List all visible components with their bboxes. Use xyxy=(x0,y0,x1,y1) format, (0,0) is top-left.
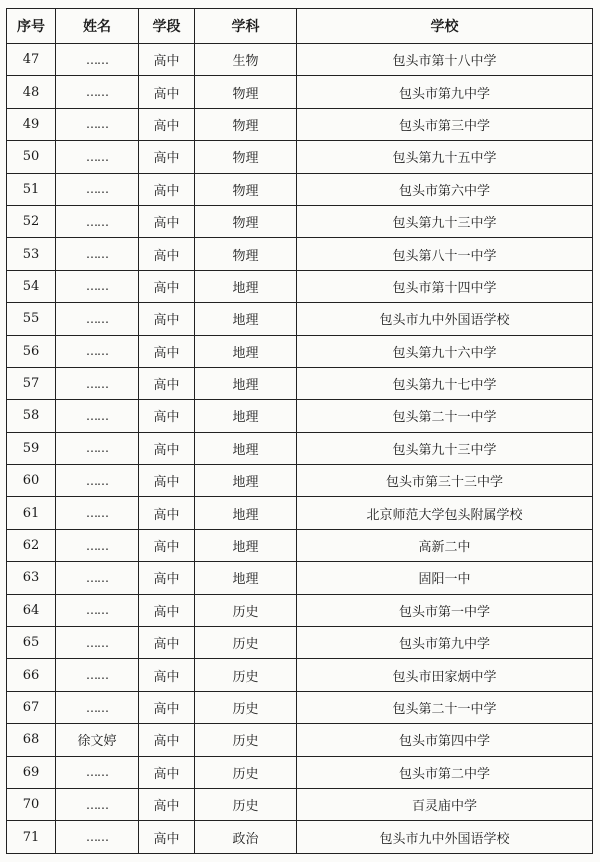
table-row xyxy=(7,627,593,659)
row-number-cell: 57 xyxy=(7,367,56,399)
table-row xyxy=(7,335,593,367)
row-number-cell: 58 xyxy=(7,400,56,432)
school-stage-cell: 高中 xyxy=(139,303,195,335)
table-row xyxy=(7,205,593,237)
row-number-cell: 50 xyxy=(7,141,56,173)
subject-cell: 地理 xyxy=(195,432,297,464)
subject-cell: 地理 xyxy=(195,529,297,561)
school-stage-cell: 高中 xyxy=(139,238,195,270)
school-name-cell: 包头市第六中学 xyxy=(297,173,593,205)
school-name-cell: 包头市田家炳中学 xyxy=(297,659,593,691)
school-name-cell: 包头第八十一中学 xyxy=(297,238,593,270)
school-name-cell: 包头第二十一中学 xyxy=(297,691,593,723)
teacher-name-cell: …… xyxy=(56,400,139,432)
subject-cell: 地理 xyxy=(195,562,297,594)
table-row xyxy=(7,497,593,529)
row-number-cell: 53 xyxy=(7,238,56,270)
teacher-name-cell: …… xyxy=(56,821,139,853)
teacher-name-cell: …… xyxy=(56,691,139,723)
school-stage-cell: 高中 xyxy=(139,108,195,140)
school-name-cell: 包头市九中外国语学校 xyxy=(297,303,593,335)
school-stage-cell: 高中 xyxy=(139,724,195,756)
school-stage-cell: 高中 xyxy=(139,173,195,205)
school-name-cell: 包头市第九中学 xyxy=(297,627,593,659)
header-row xyxy=(7,9,593,44)
row-number-cell: 55 xyxy=(7,303,56,335)
row-number-cell: 51 xyxy=(7,173,56,205)
teacher-name-cell: …… xyxy=(56,76,139,108)
row-number-cell: 70 xyxy=(7,788,56,820)
row-number-cell: 61 xyxy=(7,497,56,529)
teacher-name-cell: …… xyxy=(56,141,139,173)
school-name-cell: 包头市第三十三中学 xyxy=(297,465,593,497)
table-row xyxy=(7,432,593,464)
school-name-cell: 包头第九十三中学 xyxy=(297,432,593,464)
subject-cell: 地理 xyxy=(195,303,297,335)
row-number-cell: 49 xyxy=(7,108,56,140)
school-name-cell: 包头第九十七中学 xyxy=(297,367,593,399)
school-stage-cell: 高中 xyxy=(139,465,195,497)
school-stage-cell: 高中 xyxy=(139,76,195,108)
row-number-cell: 47 xyxy=(7,44,56,76)
school-name-cell: 包头市第四中学 xyxy=(297,724,593,756)
teacher-name-cell: …… xyxy=(56,627,139,659)
row-number-cell: 59 xyxy=(7,432,56,464)
table-row xyxy=(7,659,593,691)
school-name-cell: 包头市第九中学 xyxy=(297,76,593,108)
teacher-name-cell: …… xyxy=(56,367,139,399)
table-row xyxy=(7,691,593,723)
table-row xyxy=(7,400,593,432)
teacher-name-cell: …… xyxy=(56,205,139,237)
row-number-cell: 63 xyxy=(7,562,56,594)
school-name-cell: 包头市第二中学 xyxy=(297,756,593,788)
table-row xyxy=(7,108,593,140)
table-row xyxy=(7,756,593,788)
table-row xyxy=(7,594,593,626)
school-stage-cell: 高中 xyxy=(139,821,195,853)
school-name-cell: 包头第九十三中学 xyxy=(297,205,593,237)
school-name-cell: 包头第九十五中学 xyxy=(297,141,593,173)
table-row xyxy=(7,173,593,205)
row-number-cell: 65 xyxy=(7,627,56,659)
table-row xyxy=(7,270,593,302)
teacher-name-cell: …… xyxy=(56,659,139,691)
teacher-name-cell: …… xyxy=(56,44,139,76)
school-stage-cell: 高中 xyxy=(139,562,195,594)
row-number-cell: 68 xyxy=(7,724,56,756)
school-stage-cell: 高中 xyxy=(139,335,195,367)
teacher-name-cell: …… xyxy=(56,238,139,270)
row-number-cell: 56 xyxy=(7,335,56,367)
teacher-name-cell: …… xyxy=(56,432,139,464)
subject-cell: 地理 xyxy=(195,400,297,432)
table-row xyxy=(7,465,593,497)
table-row xyxy=(7,788,593,820)
school-stage-cell: 高中 xyxy=(139,529,195,561)
table-row xyxy=(7,529,593,561)
header-school: 学校 xyxy=(297,9,593,44)
teacher-name-cell: …… xyxy=(56,303,139,335)
table-body xyxy=(7,44,593,854)
row-number-cell: 52 xyxy=(7,205,56,237)
school-stage-cell: 高中 xyxy=(139,594,195,626)
school-stage-cell: 高中 xyxy=(139,141,195,173)
teacher-name-cell: …… xyxy=(56,594,139,626)
subject-cell: 历史 xyxy=(195,594,297,626)
teacher-name-cell: …… xyxy=(56,173,139,205)
school-stage-cell: 高中 xyxy=(139,691,195,723)
header-subject: 学科 xyxy=(195,9,297,44)
table-row xyxy=(7,821,593,853)
row-number-cell: 64 xyxy=(7,594,56,626)
school-stage-cell: 高中 xyxy=(139,270,195,302)
table-row xyxy=(7,367,593,399)
school-name-cell: 百灵庙中学 xyxy=(297,788,593,820)
subject-cell: 历史 xyxy=(195,691,297,723)
table-row xyxy=(7,44,593,76)
table-row xyxy=(7,76,593,108)
table-row xyxy=(7,724,593,756)
row-number-cell: 67 xyxy=(7,691,56,723)
subject-cell: 政治 xyxy=(195,821,297,853)
subject-cell: 物理 xyxy=(195,173,297,205)
subject-cell: 物理 xyxy=(195,238,297,270)
row-number-cell: 60 xyxy=(7,465,56,497)
school-name-cell: 包头第二十一中学 xyxy=(297,400,593,432)
row-number-cell: 69 xyxy=(7,756,56,788)
school-name-cell: 高新二中 xyxy=(297,529,593,561)
teacher-name-cell: …… xyxy=(56,270,139,302)
subject-cell: 历史 xyxy=(195,756,297,788)
teacher-name-cell: …… xyxy=(56,108,139,140)
school-stage-cell: 高中 xyxy=(139,659,195,691)
header-number: 序号 xyxy=(7,9,56,44)
teacher-name-cell: 徐文婷 xyxy=(56,724,139,756)
subject-cell: 地理 xyxy=(195,465,297,497)
row-number-cell: 62 xyxy=(7,529,56,561)
school-name-cell: 包头市第十四中学 xyxy=(297,270,593,302)
subject-cell: 地理 xyxy=(195,335,297,367)
school-name-cell: 北京师范大学包头附属学校 xyxy=(297,497,593,529)
table-row xyxy=(7,238,593,270)
subject-cell: 物理 xyxy=(195,141,297,173)
teacher-name-cell: …… xyxy=(56,335,139,367)
subject-cell: 物理 xyxy=(195,108,297,140)
school-name-cell: 包头第九十六中学 xyxy=(297,335,593,367)
table-row xyxy=(7,141,593,173)
teacher-name-cell: …… xyxy=(56,497,139,529)
teacher-name-cell: …… xyxy=(56,788,139,820)
row-number-cell: 48 xyxy=(7,76,56,108)
school-stage-cell: 高中 xyxy=(139,756,195,788)
subject-cell: 历史 xyxy=(195,724,297,756)
subject-cell: 历史 xyxy=(195,788,297,820)
school-name-cell: 包头市第三中学 xyxy=(297,108,593,140)
subject-cell: 地理 xyxy=(195,367,297,399)
subject-cell: 历史 xyxy=(195,659,297,691)
row-number-cell: 71 xyxy=(7,821,56,853)
subject-cell: 地理 xyxy=(195,497,297,529)
school-stage-cell: 高中 xyxy=(139,367,195,399)
subject-cell: 物理 xyxy=(195,76,297,108)
teacher-name-cell: …… xyxy=(56,756,139,788)
header-name: 姓名 xyxy=(56,9,139,44)
school-stage-cell: 高中 xyxy=(139,432,195,464)
subject-cell: 历史 xyxy=(195,627,297,659)
teacher-name-cell: …… xyxy=(56,529,139,561)
school-name-cell: 包头市九中外国语学校 xyxy=(297,821,593,853)
table-row xyxy=(7,303,593,335)
school-name-cell: 包头市第一中学 xyxy=(297,594,593,626)
subject-cell: 生物 xyxy=(195,44,297,76)
header-stage: 学段 xyxy=(139,9,195,44)
row-number-cell: 54 xyxy=(7,270,56,302)
row-number-cell: 66 xyxy=(7,659,56,691)
school-name-cell: 固阳一中 xyxy=(297,562,593,594)
school-stage-cell: 高中 xyxy=(139,400,195,432)
school-stage-cell: 高中 xyxy=(139,205,195,237)
table-row xyxy=(7,562,593,594)
teacher-name-cell: …… xyxy=(56,562,139,594)
subject-cell: 物理 xyxy=(195,205,297,237)
school-stage-cell: 高中 xyxy=(139,497,195,529)
teacher-name-cell: …… xyxy=(56,465,139,497)
subject-cell: 地理 xyxy=(195,270,297,302)
school-stage-cell: 高中 xyxy=(139,44,195,76)
teacher-list-table xyxy=(6,8,593,854)
school-name-cell: 包头市第十八中学 xyxy=(297,44,593,76)
school-stage-cell: 高中 xyxy=(139,788,195,820)
school-stage-cell: 高中 xyxy=(139,627,195,659)
